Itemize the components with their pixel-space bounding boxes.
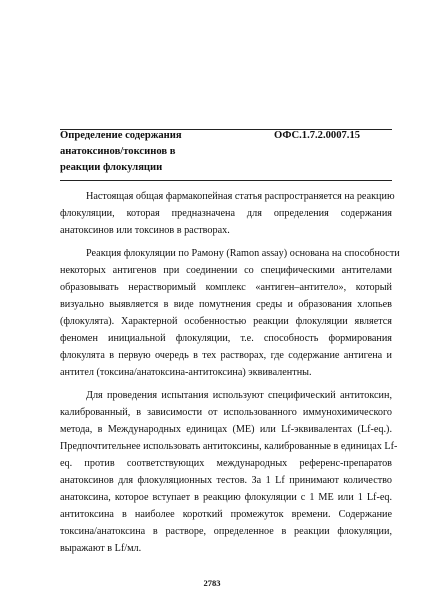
text-line: флокулята в первую очередь в тех растворах, где содержание антигена и (60, 350, 392, 361)
document-title (60, 128, 182, 176)
page-number: 2783 (203, 578, 221, 588)
title-line: анатоксинов/токсинов в (60, 146, 176, 157)
text-line: (флокулята). Характерной особенностью реакции флокуляции является (60, 316, 392, 327)
text-line: Настоящая общая фармакопейная статья распространяется на реакцию (86, 191, 395, 202)
text-line: Для проведения испытания используют специфический антитоксин, (86, 390, 392, 401)
text-line: флокуляции, которая предназначена для определения содержания (60, 208, 392, 219)
text-line: визуально выявляется в виде помутнения среды и образования хлопьев (60, 299, 392, 310)
text-line: метода, в Международных единицах (МЕ) или Lf-эквивалентах (Lf-eq.). (60, 424, 392, 435)
text-line: токсина/анатоксина в растворе, определенное в реакции флокуляции, (60, 526, 392, 537)
text-line: антитоксина в наиболее короткий промежуток времени. Содержание (60, 509, 392, 520)
text-line: анатоксинов или токсинов в растворах. (60, 225, 230, 236)
text-line: выражают в Lf/мл. (60, 543, 142, 554)
text-line: Реакция флокуляции по Рамону (Ramon assay) основана на способности (86, 248, 400, 259)
text-line: феномен инициальной флокуляции, т.е. способность формирования (60, 333, 392, 344)
title-line: Определение содержания (60, 130, 182, 141)
text-line: образовывать нерастворимый комплекс «антиген–антитело», который (60, 282, 392, 293)
text-line: анатоксинов для флокуляционных тестов. За 1 Lf принимают количество (60, 475, 392, 486)
text-line: eq. против соответствующих международных референс-препаратов (60, 458, 392, 469)
text-line: некоторых антигенов при соединении со специфическими антителами (60, 265, 392, 276)
text-line: Предпочтительнее использовать антитоксины, калиброванные в единицах Lf- (60, 441, 398, 452)
text-line: калиброванный, в зависимости от использованного иммунохимического (60, 407, 392, 418)
document-code: ОФС.1.7.2.0007.15 (274, 130, 361, 141)
header-bottom-rule (60, 180, 392, 181)
text-line: антител (токсина/анатоксина-антитоксина) эквивалентны. (60, 367, 312, 378)
title-line: реакции флокуляции (60, 162, 163, 173)
text-line: анатоксина, которое вступает в реакцию флокуляции с 1 МЕ или 1 Lf-eq. (60, 492, 392, 503)
